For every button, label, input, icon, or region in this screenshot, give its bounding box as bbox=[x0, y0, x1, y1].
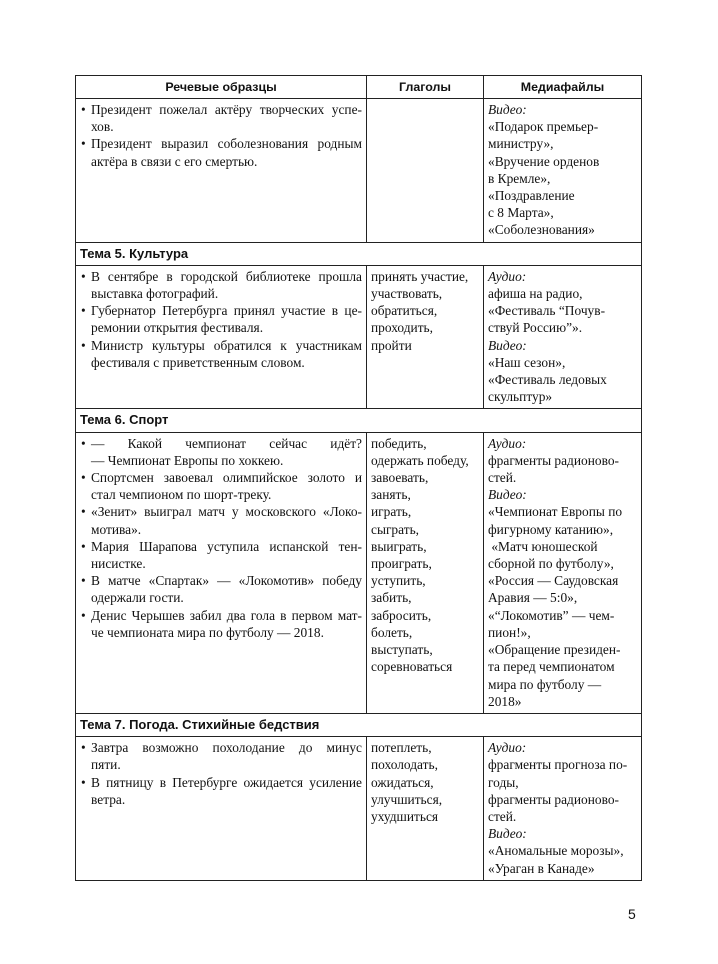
phrase-line: фестиваля с приветственным словом. bbox=[91, 354, 305, 370]
phrase-line: одержали гости. bbox=[91, 590, 184, 606]
phrase-item bbox=[80, 739, 362, 773]
media-item: 2018» bbox=[488, 693, 522, 709]
phrase-item bbox=[80, 101, 362, 135]
phrase-line: Завтра возможно похолодание до минус bbox=[91, 740, 362, 756]
phrase-line: Мария Шарапова уступила испанской тен- bbox=[91, 538, 362, 554]
verb-item: похолодать, bbox=[371, 757, 438, 773]
phrase-line: Президент пожелал актёру творческих успе- bbox=[91, 102, 362, 117]
media-item: стей. bbox=[488, 470, 517, 486]
verb-item: ухудшиться bbox=[371, 808, 439, 824]
phrase-item bbox=[80, 607, 362, 641]
media-type-label: Аудио: bbox=[488, 435, 527, 451]
media-item: мира по футболу — bbox=[488, 676, 602, 692]
media-item: сборной по футболу», bbox=[488, 556, 614, 572]
content-table bbox=[75, 75, 642, 881]
media-item: «Подарок премьер- bbox=[488, 119, 599, 135]
phrase-line: нисистке. bbox=[91, 556, 146, 572]
phrase-item bbox=[80, 435, 362, 469]
media-item: в Кремле», bbox=[488, 170, 551, 186]
header-media: Медиафайлы bbox=[484, 76, 642, 99]
media-type-label: Аудио: bbox=[488, 740, 527, 756]
media-cell bbox=[484, 432, 642, 713]
phrase-line: Денис Черышев забил два гола в первом мат- bbox=[91, 607, 362, 623]
phrase-line: пяти. bbox=[91, 757, 121, 773]
phrase-item bbox=[80, 774, 362, 808]
bullet-icon: • bbox=[81, 136, 86, 152]
verb-item: улучшиться, bbox=[371, 791, 443, 807]
bullet-icon: • bbox=[81, 538, 86, 554]
media-item: фрагменты радионово- bbox=[488, 452, 619, 468]
media-item: ствуй Россию”». bbox=[488, 320, 583, 336]
verbs-cell bbox=[367, 432, 484, 713]
bullet-icon: • bbox=[81, 337, 86, 353]
phrase-item bbox=[80, 337, 362, 371]
media-item: стей. bbox=[488, 808, 517, 824]
row-president bbox=[76, 99, 642, 243]
phrase-line: стал чемпионом по шорт-треку. bbox=[91, 487, 272, 503]
theme-6-title: Тема 6. Спорт bbox=[80, 412, 169, 428]
media-item: «Чемпионат Европы по bbox=[488, 504, 623, 520]
theme-7-title: Тема 7. Погода. Стихийные бедствия bbox=[80, 716, 320, 732]
phrase-line: В матче «Спартак» — «Локомотив» победу bbox=[91, 573, 362, 589]
verbs-cell bbox=[367, 737, 484, 881]
media-item: Аравия — 5:0», bbox=[488, 590, 578, 606]
phrase-item bbox=[80, 302, 362, 336]
media-item: пион!», bbox=[488, 624, 531, 640]
theme-7-title-row bbox=[76, 713, 642, 736]
verb-item: проходить, bbox=[371, 320, 434, 336]
media-item: «Обращение президен- bbox=[488, 642, 621, 658]
phrase-item bbox=[80, 538, 362, 572]
phrases-cell bbox=[76, 265, 367, 409]
phrase-line: хов. bbox=[91, 119, 114, 135]
verb-item: болеть, bbox=[371, 624, 413, 640]
phrase-line: мотива». bbox=[91, 521, 142, 537]
bullet-icon: • bbox=[81, 573, 86, 589]
media-item: министру», bbox=[488, 136, 554, 152]
media-cell bbox=[484, 99, 642, 243]
media-type-label: Аудио: bbox=[488, 268, 527, 284]
media-type-label: Видео: bbox=[488, 487, 527, 503]
phrase-line: Губернатор Петербурга принял участие в це- bbox=[91, 303, 362, 319]
media-item: с 8 Марта», bbox=[488, 205, 554, 221]
verb-item: победить, bbox=[371, 435, 427, 451]
phrase-line: Министр культуры обратился к участникам bbox=[91, 337, 362, 353]
bullet-icon: • bbox=[81, 102, 86, 117]
theme-5-row bbox=[76, 265, 642, 409]
verb-item: занять, bbox=[371, 487, 411, 503]
verb-item: выиграть, bbox=[371, 538, 427, 554]
verb-item: участвовать, bbox=[371, 286, 443, 302]
media-item: фигурному катанию», bbox=[488, 521, 614, 537]
phrase-line: ремонии открытия фестиваля. bbox=[91, 320, 264, 336]
media-type-label: Видео: bbox=[488, 826, 527, 842]
bullet-icon: • bbox=[81, 740, 86, 756]
verb-item: соревноваться bbox=[371, 659, 453, 675]
media-item: «Соболезнования» bbox=[488, 222, 595, 238]
verb-item: пройти bbox=[371, 337, 412, 353]
header-phrases: Речевые образцы bbox=[76, 76, 367, 99]
phrases-cell bbox=[76, 432, 367, 713]
header-verbs: Глаголы bbox=[367, 76, 484, 99]
media-item: скульптур» bbox=[488, 389, 553, 405]
verbs-cell bbox=[367, 265, 484, 409]
verb-item: сыграть, bbox=[371, 521, 420, 537]
phrase-item bbox=[80, 503, 362, 537]
phrases-cell bbox=[76, 99, 367, 243]
media-item: «Матч юношеской bbox=[488, 538, 598, 554]
theme-5-title-row bbox=[76, 242, 642, 265]
bullet-icon: • bbox=[81, 435, 86, 451]
verb-item: одержать победу, bbox=[371, 452, 469, 468]
media-cell bbox=[484, 737, 642, 881]
media-item: «Россия — Саудовская bbox=[488, 573, 619, 589]
media-item: «Наш сезон», bbox=[488, 354, 566, 370]
phrase-line: выставка фотографий. bbox=[91, 286, 219, 302]
media-item: та перед чемпионатом bbox=[488, 659, 615, 675]
phrase-item bbox=[80, 572, 362, 606]
media-item: фрагменты радионово- bbox=[488, 791, 619, 807]
verb-item: обратиться, bbox=[371, 303, 438, 319]
bullet-icon: • bbox=[81, 774, 86, 790]
phrases-cell bbox=[76, 737, 367, 881]
verb-item: завоевать, bbox=[371, 470, 429, 486]
phrase-line: Президент выразил соболезнования родным bbox=[91, 136, 362, 152]
phrase-line: В пятницу в Петербурге ожидается усиление bbox=[91, 774, 362, 790]
phrase-line: «Зенит» выиграл матч у московского «Локо- bbox=[91, 504, 362, 520]
bullet-icon: • bbox=[81, 607, 86, 623]
media-item: «Фестиваль ледовых bbox=[488, 372, 607, 388]
theme-6-title-row bbox=[76, 409, 642, 432]
media-item: «Аномальные морозы», bbox=[488, 843, 624, 859]
phrase-line: ветра. bbox=[91, 791, 126, 807]
phrase-item bbox=[80, 469, 362, 503]
verb-item: ожидаться, bbox=[371, 774, 434, 790]
media-item: «Поздравление bbox=[488, 188, 575, 204]
media-cell bbox=[484, 265, 642, 409]
phrase-line: — Чемпионат Европы по хоккею. bbox=[91, 452, 284, 468]
phrase-item bbox=[80, 135, 362, 169]
verb-item: принять участие, bbox=[371, 268, 469, 284]
verb-item: забросить, bbox=[371, 607, 432, 623]
phrase-line: В сентябре в городской библиотеке прошла bbox=[91, 268, 362, 284]
bullet-icon: • bbox=[81, 303, 86, 319]
media-type-label: Видео: bbox=[488, 102, 527, 117]
theme-5-title: Тема 5. Культура bbox=[80, 245, 189, 261]
media-item: афиша на радио, bbox=[488, 286, 583, 302]
media-item: «“Локомотив” — чем- bbox=[488, 607, 615, 623]
bullet-icon: • bbox=[81, 268, 86, 284]
verb-item: проиграть, bbox=[371, 556, 432, 572]
media-item: «Вручение орденов bbox=[488, 153, 600, 169]
media-item: годы, bbox=[488, 774, 519, 790]
phrase-item bbox=[80, 268, 362, 302]
header-row bbox=[76, 76, 642, 99]
phrase-line: — Какой чемпионат сейчас идёт? bbox=[91, 435, 362, 451]
theme-7-row bbox=[76, 737, 642, 881]
phrase-line: актёра в связи с его смертью. bbox=[91, 153, 258, 169]
page-number: 5 bbox=[628, 906, 636, 922]
verb-item: выступать, bbox=[371, 642, 433, 658]
phrase-line: Спортсмен завоевал олимпийское золото и bbox=[91, 470, 362, 486]
media-item: фрагменты прогноза по- bbox=[488, 757, 628, 773]
verbs-cell bbox=[367, 99, 484, 243]
verb-item: уступить, bbox=[371, 573, 426, 589]
media-item: «Ураган в Канаде» bbox=[488, 860, 595, 876]
bullet-icon: • bbox=[81, 470, 86, 486]
theme-6-row bbox=[76, 432, 642, 713]
phrase-line: че чемпионата мира по футболу — 2018. bbox=[91, 624, 324, 640]
verb-item: играть, bbox=[371, 504, 412, 520]
media-type-label: Видео: bbox=[488, 337, 527, 353]
verb-item: потеплеть, bbox=[371, 740, 432, 756]
verb-item: забить, bbox=[371, 590, 412, 606]
media-item: «Фестиваль “Почув- bbox=[488, 303, 606, 319]
bullet-icon: • bbox=[81, 504, 86, 520]
